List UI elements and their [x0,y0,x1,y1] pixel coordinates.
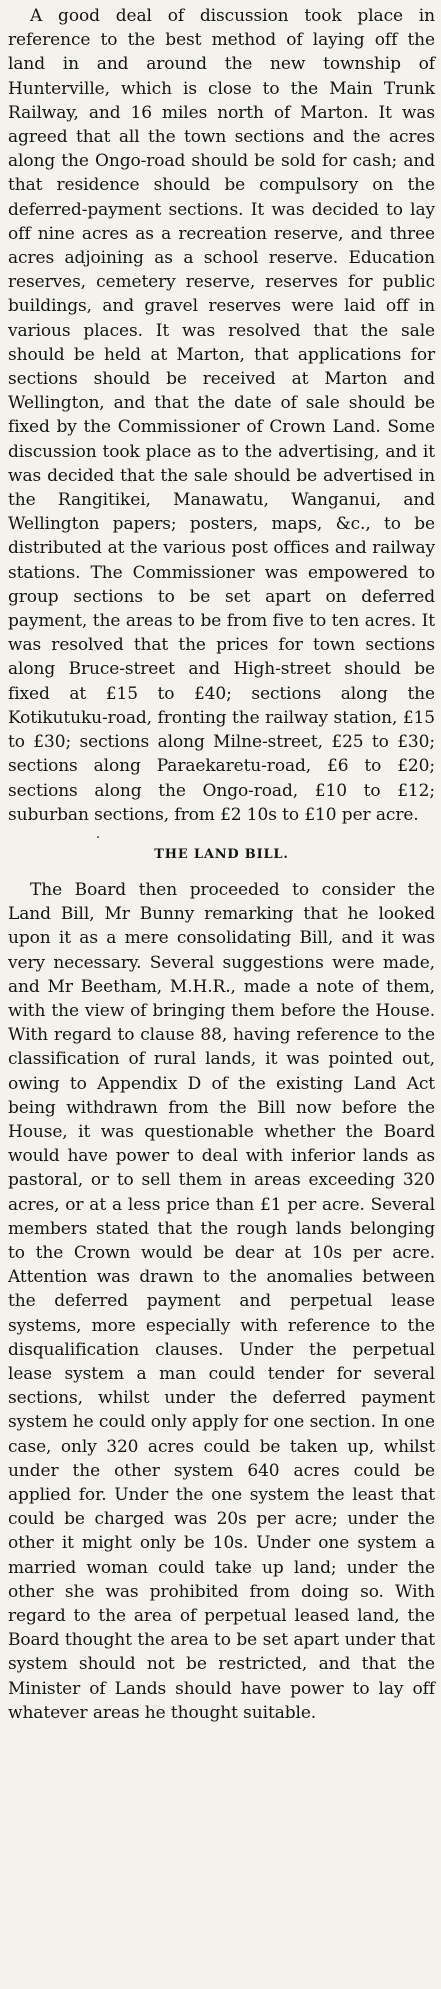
heading-bullet: . [96,826,101,842]
article-paragraph-hunterville: A good deal of discussion took place in reference to the best method of laying off the land in and around the new township of Hunterville, which is close to the Main Trunk Railway, and 16 miles north of Marton. It was agreed that all the town sections and the acres along the Ongo-road should be sold for cash; and that residence should be compulsory on the deferred-payment sections. It was decided to lay off nine acres as a recreation reserve, and three acres adjoining as a school reserve. Education reserves, cemetery reserve, reserves for public buildings, and gravel reserves were laid off in various places. It was resolved that the sale should be held at Marton, that applications for sections should be received at Marton and Wellington, and that the date of sale should be fixed by the Commissioner of Crown Land. Some discussion took place as to the advertising, and it was decided that the sale should be advertised in the Rangitikei, Manawatu, Wanganui, and Wellington papers; posters, maps, &c., to be distributed at the various post offices and railway stations. The Commissioner was empowered to group sections to be set apart on deferred payment, the areas to be from five to ten acres. It was resolved that the prices for town sections along Bruce-street and High-street should be fixed at £15 to £40; sections along the Kotikutuku-road, fronting the railway station, £15 to £30; sections along Milne-street, £25 to £30; sections along Paraekaretu-road, £6 to £20; sections along the Ongo-road, £10 to £12; suburban sections, from £2 10s to £10 per acre. [8,6,435,825]
section-heading-land-bill: THE LAND BILL. [154,846,289,862]
article-paragraph-land-bill: The Board then proceeded to consider the Land Bill, Mr Bunny remarking that he looked upon it as a mere consolidating Bill, and it was very necessary. Several suggestions were made, and Mr Beetham, M.H.R., made a note of them, with the view of bringing them before the House. With regard to clause 88, having reference to the classification of rural lands, it was pointed out, owing to Appendix D of the existing Land Act being withdrawn from the Bill now before the House, it was questionable whether the Board would have power to deal with inferior lands as pastoral, or to sell them in areas exceeding 320 acres, or at a less price than £1 per acre. Several members stated that the rough lands belonging to the Crown would be dear at 10s per acre. Attention was drawn to the anomalies between the deferred payment and perpetual lease systems, more especially with reference to the disqualification clauses. Under the perpetual lease system a man could tender for several sections, whilst under the deferred payment system he could only apply for one section. In one case, only 320 acres could be taken up, whilst under the other system 640 acres could be applied for. Under the one system the least that could be charged was 20s per acre; under the other it might only be 10s. Under one system a married woman could take up land; under the other she was prohibited from doing so. With regard to the area of perpetual leased land, the Board thought the area to be set apart under that system should not be restricted, and that the Minister of Lands should have power to lay off whatever areas he thought suitable. [8,879,435,1723]
